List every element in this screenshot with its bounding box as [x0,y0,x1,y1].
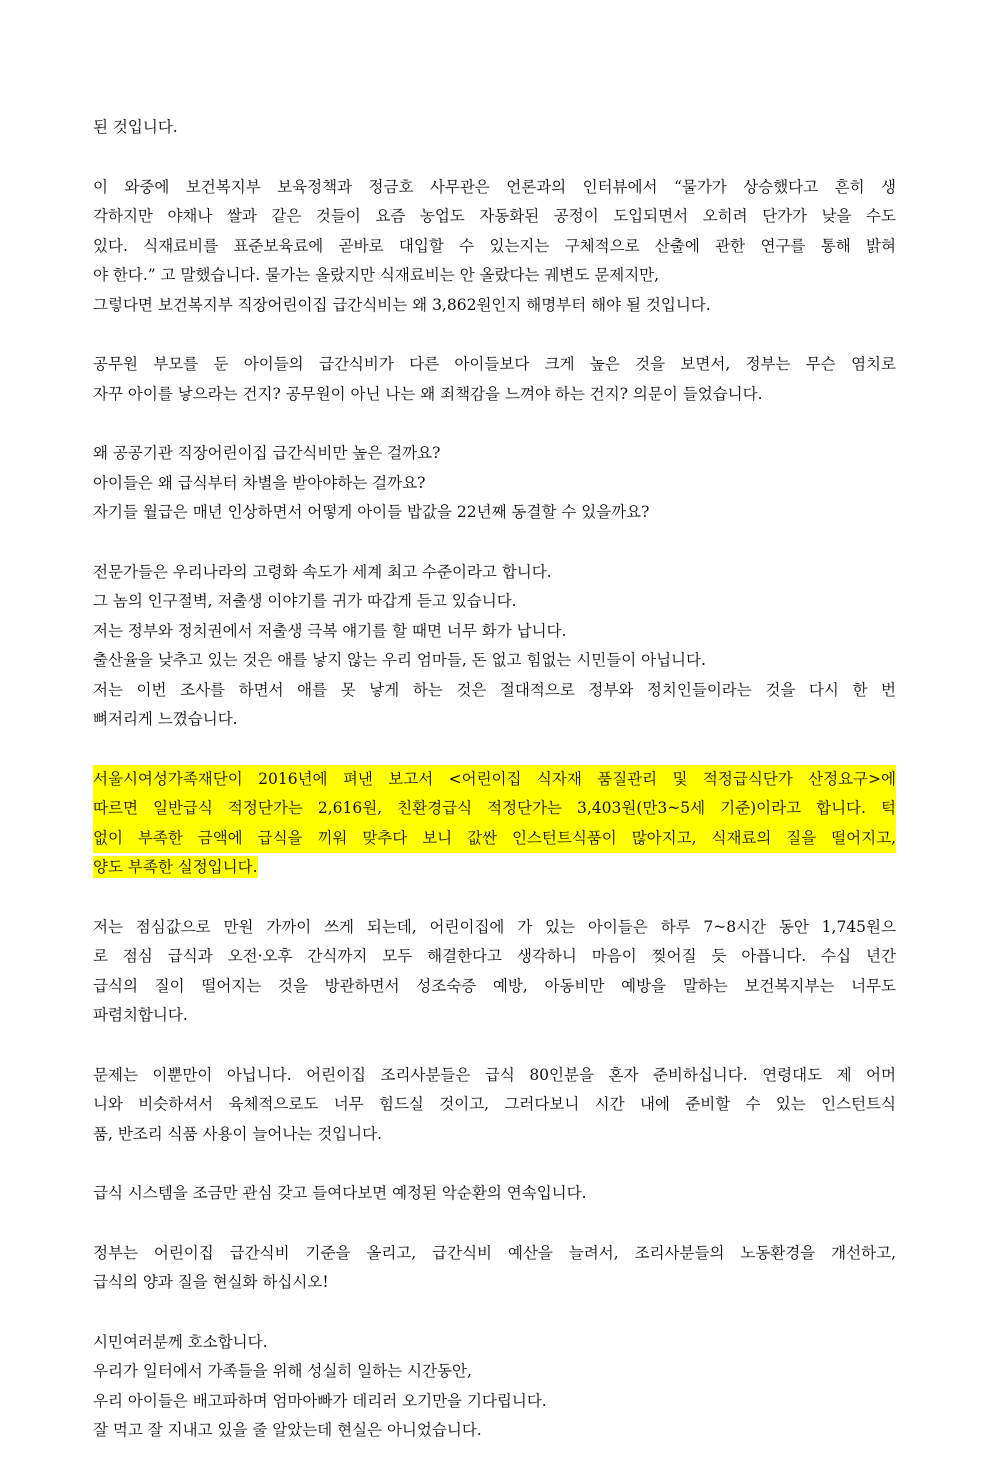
text-line: 급식 시스템을 조금만 관심 갖고 들여다보면 예정된 악순환의 연속입니다. [93,1184,587,1202]
text-line: 로 점심 급식과 오전·오후 간식까지 모두 해결한다고 생각하니 마음이 찢어질 듯 아픕니다. 수십 년간 [93,947,896,965]
paragraph-10 [93,1328,896,1446]
text-line: 품, 반조리 식품 사용이 늘어나는 것입니다. [93,1124,383,1143]
paragraph-4 [93,558,896,735]
text-line: 문제는 이뿐만이 아닙니다. 어린이집 조리사분들은 급식 80인분을 혼자 준비하십니다. 연령대도 제 어머 [93,1065,896,1084]
text-line: 각하지만 야채나 쌀과 같은 것들이 요즘 농업도 자동화된 공정이 도입되면서 오히려 단가가 낮을 수도 [93,207,896,225]
paragraph-7 [93,1061,896,1150]
text-line: 아이들은 왜 급식부터 차별을 받아야하는 걸까요? [93,473,426,492]
text-line: 니와 비슷하셔서 육체적으로도 너무 힘드실 것이고, 그러다보니 시간 내에 준비할 수 있는 인스턴트식 [93,1095,896,1113]
text-line: 우리가 일터에서 가족들을 위해 성실히 일하는 시간동안, [93,1362,472,1380]
text-line: 잘 먹고 잘 지내고 있을 줄 알았는데 현실은 아니었습니다. [93,1421,482,1439]
text-line: 그렇다면 보건복지부 직장어린이집 급간식비는 왜 3,862원인지 해명부터 해야 될 것입니다. [93,295,711,314]
text-line: 저는 점심값으로 만원 가까이 쓰게 되는데, 어린이집에 가 있는 아이들은 하루 7~8시간 동안 1,745원으 [93,917,896,936]
text-line: 저는 정부와 정치권에서 저출생 극복 얘기를 할 때면 너무 화가 납니다. [93,621,567,640]
text-line: 급식의 질이 떨어지는 것을 방관하면서 성조숙증 예방, 아동비만 예방을 말하는 보건복지부는 너무도 [93,976,896,995]
paragraph-6 [93,913,896,1031]
text-line: 우리 아이들은 배고파하며 엄마아빠가 데리러 오기만을 기다립니다. [93,1391,547,1410]
text-line: 출산율을 낮추고 있는 것은 애를 낳지 않는 우리 엄마들, 돈 없고 힘없는 시민들이 아닙니다. [93,651,706,669]
text-line: 뼈저리게 느꼈습니다. [93,710,238,728]
text-line: 공무원 부모를 둔 아이들의 급간식비가 다른 아이들보다 크게 높은 것을 보면서, 정부는 무슨 염치로 [93,355,896,373]
text-line: 시민여러분께 호소합니다. [93,1332,268,1351]
text-line: 서울시여성가족재단이 2016년에 펴낸 보고서 <어린이집 식자재 품질관리 및 적정급식단가 산정요구>에 [93,765,896,795]
text-line: 따르면 일반급식 적정단가는 2,616원, 친환경급식 적정단가는 3,403원(만3~5세 기준)이라고 합니다. 턱 [93,794,896,824]
paragraph-0 [93,113,896,143]
paragraph-8 [93,1179,896,1209]
paragraph-2 [93,350,896,409]
text-line: 왜 공공기관 직장어린이집 급간식비만 높은 걸까요? [93,444,441,462]
paragraph-3 [93,439,896,528]
paragraph-1 [93,173,896,321]
text-line: 급식의 양과 질을 현실화 하십시오! [93,1273,329,1291]
text-line: 전문가들은 우리나라의 고령화 속도가 세계 최고 수준이라고 합니다. [93,562,552,581]
text-line: 없이 부족한 금액에 급식을 끼워 맞추다 보니 값싼 인스턴트식품이 많아지고, 식재료의 질을 떨어지고, [93,824,896,854]
text-line: 야 한다.” 고 말했습니다. 물가는 올랐지만 식재료비는 안 올랐다는 궤변도 문제지만, [93,266,660,284]
text-line: 있다. 식재료비를 표준보육료에 곧바로 대입할 수 있는지는 구체적으로 산출에 관한 연구를 통해 밝혀 [93,236,896,255]
highlighted-text: 양도 부족한 실정입니다. [93,858,258,876]
document-body [93,113,896,1476]
paragraph-9 [93,1239,896,1298]
text-line: 그 놈의 인구절벽, 저출생 이야기를 귀가 따갑게 듣고 있습니다. [93,592,517,610]
text-line: 자기들 월급은 매년 인상하면서 어떻게 아이들 밥값을 22년째 동결할 수 있을까요? [93,503,650,521]
text-line: 저는 이번 조사를 하면서 애를 못 낳게 하는 것은 절대적으로 정부와 정치인들이라는 것을 다시 한 번 [93,680,896,699]
text-line: 파렴치합니다. [93,1006,188,1024]
text-line: 된 것입니다. [93,118,178,136]
paragraph-5 [93,765,896,883]
text-line: 자꾸 아이를 낳으라는 건지? 공무원이 아닌 나는 왜 죄책감을 느껴야 하는 건지? 의문이 들었습니다. [93,384,763,403]
text-line: 이 와중에 보건복지부 보육정책과 정금호 사무관은 언론과의 인터뷰에서 “물가가 상승했다고 흔히 생 [93,177,896,196]
text-line: 정부는 어린이집 급간식비 기준을 올리고, 급간식비 예산을 늘려서, 조리사분들의 노동환경을 개선하고, [93,1243,896,1262]
text-line [93,853,896,883]
